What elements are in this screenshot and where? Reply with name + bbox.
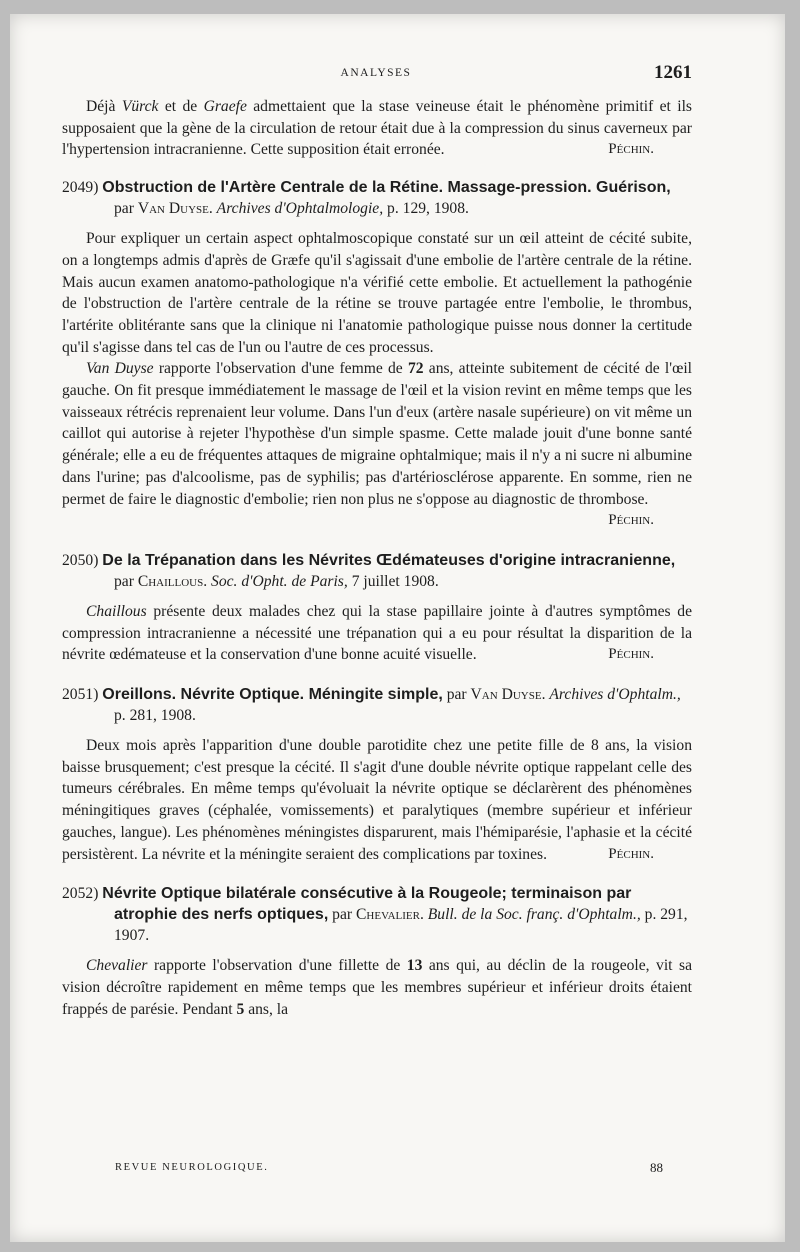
page-footer: [115, 1160, 663, 1176]
entry-paragraph: Chaillous présente deux malades chez qui la stase papillaire jointe à d'autres symptômes de compression intracranienne a nécessité une trépanation qui a eu pour résultat la disparition de la névrite œdémateuse et la conservation d'une bonne acuité visuelle. Péchin.: [62, 601, 692, 666]
entry-number: 2049): [62, 179, 99, 197]
entry-author: Van Duyse.: [470, 686, 546, 704]
age-value: 72: [407, 360, 424, 378]
entry-source: Bull. de la Soc. franç. d'Ophtalm.,: [427, 906, 641, 924]
entry-2050: [62, 550, 692, 666]
entry-2049: [62, 177, 692, 532]
entry-heading: 2052) Névrite Optique bilatérale consécutive à la Rougeole; terminaison par atrophie des nerfs optiques, par Chevalier. Bull. de la Soc. franç. d'Ophtalm., p. 291, 1907.: [62, 885, 688, 945]
entry-paragraph: Van Duyse rapporte l'observation d'une femme de 72 ans, atteinte subitement de cécité de l'œil gauche. On fit presque immédiatement le massage de l'œil et la vision revint en même temps que les vaisseaux rétrécis reprenaient leur volume. Dans l'un d'eux (artère nasale supérieure) on vit même un caillot qui autorise à rejeter l'hypothèse d'un simple spasme. Cette malade jouit d'une bonne santé générale; elle a eu de fréquentes attaques de migraine ophtalmique; mais il n'y a ni sucre ni albumine dans l'urine; pas d'alcoolisme, pas de syphilis; pas d'artériosclérose apparente. En somme, rien ne permet de faire le diagnostic d'embolie; rien non plus ne s'oppose au diagnostic de thrombose.: [62, 360, 692, 508]
footer-journal: REVUE NEUROLOGIQUE.: [115, 1162, 269, 1173]
page-number: 1261: [654, 62, 692, 83]
entry-citation: p. 291, 1907.: [114, 906, 688, 945]
entry-paragraph: Chevalier rapporte l'observation d'une fillette de 13 ans qui, au déclin de la rougeole, vit sa vision décroître rapidement en même temps que les membres supérieur et inférieur droits étaient frappés de parésie. Pendant 5 ans, la: [62, 957, 692, 1018]
entry-2052: [62, 883, 692, 1020]
entry-author: Van Duyse.: [137, 200, 213, 218]
signature: Péchin.: [608, 845, 654, 862]
entry-title: Obstruction de l'Artère Centrale de la Rétine. Massage-pression. Guérison,: [102, 179, 671, 197]
entry-number: 2051): [62, 686, 99, 704]
entry-author: Chaillous.: [137, 572, 208, 590]
author-name: Vürck: [121, 98, 159, 115]
entry-citation: 7 juillet 1908.: [351, 572, 439, 590]
author-name: Van Duyse: [86, 360, 154, 378]
entry-number: 2052): [62, 885, 99, 903]
author-name: Chevalier: [86, 957, 148, 975]
entry-citation: p. 281, 1908.: [114, 707, 196, 725]
entry-heading: 2051) Oreillons. Névrite Optique. Méningite simple, par Van Duyse. Archives d'Ophtalm., p. 281, 1908.: [62, 686, 681, 725]
entry-source: Archives d'Ophtalmologie,: [216, 200, 384, 218]
entry-heading: 2050) De la Trépanation dans les Névrites Œdémateuses d'origine intracranienne, par Chaillous. Soc. d'Opht. de Paris, 7 juillet 1908.: [62, 551, 676, 590]
intro-paragraph: Déjà Vürck et de Graefe admettaient que la stase veineuse était le phénomène primitif et ils supposaient que la gène de la circulation de retour était due à la compression du sinus caverneux par l'hypertension intracranienne. Cette supposition était erronée. Péchin.: [62, 96, 692, 161]
entry-2051: [62, 684, 692, 865]
entry-paragraph: Pour expliquer un certain aspect ophtalmoscopique constaté sur un œil atteint de cécité subite, on a longtemps admis d'après de Græfe qu'il s'agissait d'une embolie de l'artère centrale de la rétine. Mais aucun examen anatomo-pathologique n'a vérifié cette embolie. Et actuellement la pathogénie de l'obstruction de l'artère centrale de la rétine se trouve partagée entre l'embolie, le thrombus, l'artérite oblitérante sans que la clinique ni l'anatomie pathologique puisse nous donner la certitude qu'il s'agisse dans tel cas de l'un ou l'autre de ces processus.: [62, 230, 692, 356]
author-name: Chaillous: [86, 602, 147, 620]
running-title: ANALYSES: [340, 67, 412, 79]
signature: Péchin.: [608, 646, 654, 663]
entry-title: Névrite Optique bilatérale consécutive à la Rougeole; terminaison par atrophie des nerfs optiques,: [102, 885, 632, 924]
entry-title: Oreillons. Névrite Optique. Méningite simple,: [102, 686, 443, 704]
signature: Péchin.: [608, 141, 654, 158]
author-name: Graefe: [203, 98, 247, 115]
running-head: [60, 62, 692, 86]
entry-paragraph: Deux mois après l'apparition d'une double parotidite chez une petite fille de 8 ans, la vision baisse brusquement; c'est presque la cécité. Il s'agit d'une double névrite optique rappelant celle des tumeurs cérébrales. En même temps qu'évoluait la névrite optique se déclarèrent des phénomènes méningitiques graves (céphalée, vomissements) et paralytiques (membre supérieur et inférieur gauches, langue). Les phénomènes méningistes disparurent, mais l'hémiparésie, l'aphasie et la cécité persistèrent. La névrite et la méningite seraient des complications par toxines. Péchin.: [62, 735, 692, 865]
entry-heading: 2049) Obstruction de l'Artère Centrale de la Rétine. Massage-pression. Guérison, par Van Duyse. Archives d'Ophtalmologie, p. 129, 1908.: [62, 179, 671, 218]
signature-mark: 88: [650, 1160, 663, 1175]
entry-source: Archives d'Ophtalm.,: [549, 686, 681, 704]
age-value: 13: [406, 957, 423, 975]
signature: Péchin.: [608, 512, 654, 529]
entry-title: De la Trépanation dans les Névrites Œdémateuses d'origine intracranienne,: [102, 551, 676, 569]
entry-author: Chevalier.: [356, 906, 424, 924]
entry-number: 2050): [62, 551, 99, 569]
page: [10, 14, 785, 1242]
years-value: 5: [236, 1000, 245, 1018]
page-body: [62, 96, 692, 1020]
entry-citation: p. 129, 1908.: [387, 200, 469, 218]
entry-source: Soc. d'Opht. de Paris,: [211, 572, 348, 590]
